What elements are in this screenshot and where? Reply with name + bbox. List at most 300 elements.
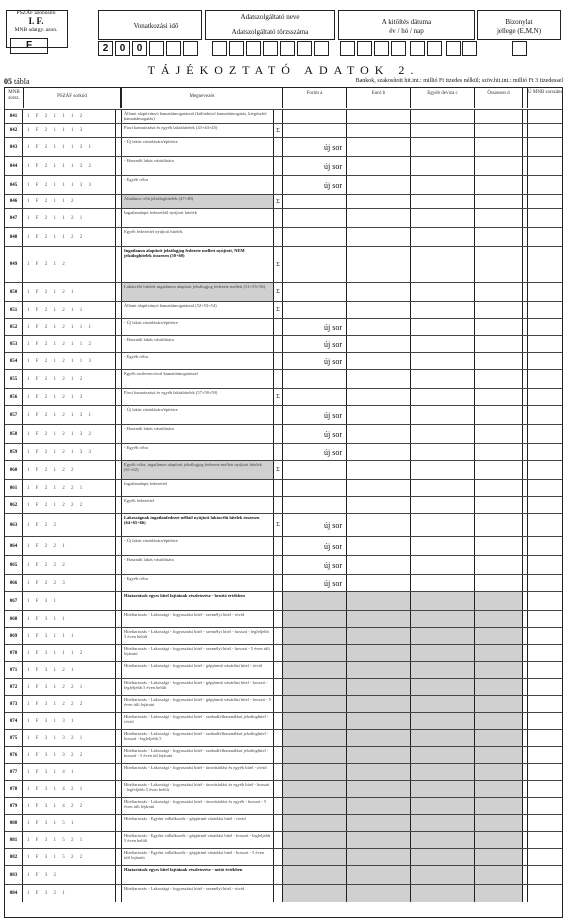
cell-other-currency[interactable] bbox=[411, 662, 475, 678]
cell-other-currency[interactable] bbox=[411, 157, 475, 175]
cell-total[interactable] bbox=[475, 138, 523, 156]
table-row bbox=[5, 797, 562, 814]
cell-new-mnb-nr bbox=[527, 696, 562, 712]
cell-euro[interactable] bbox=[347, 832, 411, 848]
cell-other-currency[interactable] bbox=[411, 425, 475, 443]
cell-euro[interactable] bbox=[347, 611, 411, 627]
cell-other-currency[interactable] bbox=[411, 885, 475, 902]
row-number: 059 bbox=[5, 444, 23, 460]
row-number: 064 bbox=[5, 537, 23, 555]
row-code: 1 F 2 1 2 2 2 bbox=[24, 497, 116, 513]
row-code: 1 F 2 2 1 bbox=[24, 537, 116, 555]
cell-other-currency[interactable] bbox=[411, 556, 475, 574]
row-name: Egyéb fedezettel bbox=[121, 497, 274, 513]
table-row bbox=[5, 848, 562, 865]
cell-forint[interactable] bbox=[283, 798, 347, 814]
cell-euro[interactable] bbox=[347, 319, 411, 335]
cell-euro[interactable] bbox=[347, 176, 411, 194]
sum-sign bbox=[274, 885, 283, 902]
cell-forint[interactable] bbox=[283, 815, 347, 831]
row-code: 1 F 2 1 2 1 3 3 bbox=[24, 444, 116, 460]
cell-total[interactable] bbox=[475, 444, 523, 460]
provider-id-digit-5[interactable] bbox=[280, 41, 295, 56]
row-code: 1 F 3 1 5 1 bbox=[24, 815, 116, 831]
cell-other-currency[interactable] bbox=[411, 537, 475, 555]
row-name: Hiteltartozás - Egyéni vállalkozók - gépjármű vásárlási hitel - hosszú - legfeljebb 5 éven belüli bbox=[121, 832, 274, 848]
month-digit-1[interactable] bbox=[166, 41, 181, 56]
cell-total[interactable] bbox=[475, 537, 523, 555]
cell-forint[interactable] bbox=[283, 696, 347, 712]
cell-forint[interactable] bbox=[283, 611, 347, 627]
cell-total[interactable] bbox=[475, 425, 523, 443]
cell-other-currency[interactable] bbox=[411, 302, 475, 318]
cell-forint[interactable] bbox=[283, 389, 347, 405]
col-header-forint: Forint a bbox=[283, 88, 347, 108]
cell-total[interactable] bbox=[475, 302, 523, 318]
cell-euro[interactable] bbox=[347, 514, 411, 536]
cell-forint[interactable]: új sor bbox=[283, 425, 347, 443]
cell-forint[interactable]: új sor bbox=[283, 138, 347, 156]
row-name: - Használt lakás vásárlására bbox=[121, 336, 274, 352]
cell-other-currency[interactable] bbox=[411, 764, 475, 780]
row-number: 057 bbox=[5, 406, 23, 424]
cell-other-currency[interactable] bbox=[411, 747, 475, 763]
row-code: 1 F 3 1 1 bbox=[24, 611, 116, 627]
cell-other-currency[interactable] bbox=[411, 209, 475, 227]
cell-other-currency[interactable] bbox=[411, 444, 475, 460]
cell-forint[interactable]: új sor bbox=[283, 514, 347, 536]
cell-other-currency[interactable] bbox=[411, 832, 475, 848]
row-number: 073 bbox=[5, 696, 23, 712]
cell-total[interactable] bbox=[475, 497, 523, 513]
cell-total[interactable] bbox=[475, 176, 523, 194]
cell-forint[interactable] bbox=[283, 832, 347, 848]
row-number: 082 bbox=[5, 849, 23, 865]
cell-euro[interactable] bbox=[347, 849, 411, 865]
fill-date-digit-8[interactable] bbox=[462, 41, 477, 56]
row-code: 1 F 3 1 3 2 2 bbox=[24, 747, 116, 763]
table-row bbox=[5, 318, 562, 335]
cell-total[interactable] bbox=[475, 832, 523, 848]
cell-forint[interactable] bbox=[283, 461, 347, 479]
cell-other-currency[interactable] bbox=[411, 866, 475, 884]
cell-other-currency[interactable] bbox=[411, 176, 475, 194]
cell-new-mnb-nr bbox=[527, 124, 562, 137]
cell-other-currency[interactable] bbox=[411, 592, 475, 610]
cell-total[interactable] bbox=[475, 592, 523, 610]
pszaf-code-label: I. F. bbox=[28, 16, 44, 26]
year-digit-1[interactable]: 2 bbox=[98, 41, 113, 56]
cell-total[interactable] bbox=[475, 157, 523, 175]
cell-forint[interactable]: új sor bbox=[283, 556, 347, 574]
cell-total[interactable] bbox=[475, 370, 523, 388]
cell-total[interactable] bbox=[475, 662, 523, 678]
row-code: 1 F 3 1 1 1 bbox=[24, 628, 116, 644]
row-number: 060 bbox=[5, 461, 23, 479]
row-number: 067 bbox=[5, 592, 23, 610]
table-row bbox=[5, 123, 562, 137]
row-number: 052 bbox=[5, 319, 23, 335]
row-number: 043 bbox=[5, 138, 23, 156]
cell-euro[interactable] bbox=[347, 592, 411, 610]
cell-other-currency[interactable] bbox=[411, 645, 475, 661]
cell-total[interactable] bbox=[475, 336, 523, 352]
units-note: Bankok, szakosított hit.int.: millió Ft tizedes nélkül; szöv.hit.int.: millió Ft 3 tizedessel bbox=[355, 78, 563, 84]
cell-total[interactable] bbox=[475, 283, 523, 301]
cell-total[interactable] bbox=[475, 764, 523, 780]
sum-sign: Σ bbox=[274, 514, 283, 536]
row-name: Hiteltartozás - Lakossági - fogyasztási hitel - áruvásárlási és egyéb hitel - rövid bbox=[121, 764, 274, 780]
row-name: Hiteltartozás - Lakossági - fogyasztási hitel - gépjármű vásárlási hitel - rövid bbox=[121, 662, 274, 678]
table-row bbox=[5, 194, 562, 208]
cell-forint[interactable] bbox=[283, 679, 347, 695]
cell-other-currency[interactable] bbox=[411, 124, 475, 137]
sum-sign bbox=[274, 176, 283, 194]
row-code: 1 F 3 1 1 1 2 bbox=[24, 645, 116, 661]
row-name: Ingatlanalapú fedezettel bbox=[121, 480, 274, 496]
row-code: 1 F 3 1 5 2 1 bbox=[24, 832, 116, 848]
cell-euro[interactable] bbox=[347, 228, 411, 246]
cell-forint[interactable] bbox=[283, 730, 347, 746]
row-name: - Új lakás vásárlására/építésre bbox=[121, 319, 274, 335]
cell-euro[interactable] bbox=[347, 283, 411, 301]
cell-total[interactable] bbox=[475, 798, 523, 814]
cell-forint[interactable]: új sor bbox=[283, 319, 347, 335]
cell-other-currency[interactable] bbox=[411, 611, 475, 627]
row-code: 1 F 2 1 2 2 bbox=[24, 461, 116, 479]
cell-forint[interactable] bbox=[283, 781, 347, 797]
row-name: Hiteltartozás - Lakossági - fogyasztási hitel - szabadfelhasználású jelzáloghitel - rövid bbox=[121, 713, 274, 729]
row-name: Hiteltartozás - Lakossági - fogyasztási hitel - személyi hitel - hosszú - 5 éven túli lejáratú bbox=[121, 645, 274, 661]
row-name: - Használt lakás vásárlására bbox=[121, 425, 274, 443]
cell-forint[interactable] bbox=[283, 228, 347, 246]
table-header bbox=[5, 88, 562, 108]
cell-total[interactable] bbox=[475, 781, 523, 797]
cell-euro[interactable] bbox=[347, 480, 411, 496]
table-row bbox=[5, 814, 562, 831]
year-digit-4[interactable] bbox=[149, 41, 164, 56]
cell-forint[interactable] bbox=[283, 302, 347, 318]
row-number: 046 bbox=[5, 195, 23, 208]
sum-sign bbox=[274, 645, 283, 661]
cell-other-currency[interactable] bbox=[411, 370, 475, 388]
cell-forint[interactable] bbox=[283, 247, 347, 282]
row-name: - Használt lakás vásárlására bbox=[121, 157, 274, 175]
cell-forint[interactable]: új sor bbox=[283, 406, 347, 424]
col-header-name: Megnevezés bbox=[121, 88, 283, 108]
cell-new-mnb-nr bbox=[527, 730, 562, 746]
row-name: Hiteltartozás - Lakossági - fogyasztási hitel - személyi hitel - rövid bbox=[121, 885, 274, 902]
cell-euro[interactable] bbox=[347, 444, 411, 460]
cell-forint[interactable] bbox=[283, 713, 347, 729]
cell-other-currency[interactable] bbox=[411, 195, 475, 208]
row-number: 083 bbox=[5, 866, 23, 884]
cell-new-mnb-nr bbox=[527, 283, 562, 301]
cell-total[interactable] bbox=[475, 611, 523, 627]
table-row bbox=[5, 763, 562, 780]
cell-total[interactable] bbox=[475, 514, 523, 536]
cell-forint[interactable]: új sor bbox=[283, 353, 347, 369]
provider-id-digit-6[interactable] bbox=[297, 41, 312, 56]
cell-euro[interactable] bbox=[347, 781, 411, 797]
cell-new-mnb-nr bbox=[527, 302, 562, 318]
cell-other-currency[interactable] bbox=[411, 138, 475, 156]
cell-euro[interactable] bbox=[347, 747, 411, 763]
cell-total[interactable] bbox=[475, 866, 523, 884]
year-digit-3[interactable]: 0 bbox=[132, 41, 147, 56]
cell-euro[interactable] bbox=[347, 336, 411, 352]
cell-total[interactable] bbox=[475, 406, 523, 424]
cell-euro[interactable] bbox=[347, 866, 411, 884]
provider-id-digit-2[interactable] bbox=[229, 41, 244, 56]
cell-euro[interactable] bbox=[347, 406, 411, 424]
cell-euro[interactable] bbox=[347, 302, 411, 318]
cell-forint[interactable]: új sor bbox=[283, 336, 347, 352]
pszaf-frame bbox=[6, 10, 68, 48]
cell-euro[interactable] bbox=[347, 628, 411, 644]
cell-total[interactable] bbox=[475, 353, 523, 369]
cell-total[interactable] bbox=[475, 319, 523, 335]
table-row bbox=[5, 282, 562, 301]
cell-total[interactable] bbox=[475, 209, 523, 227]
cell-forint[interactable] bbox=[283, 592, 347, 610]
cell-total[interactable] bbox=[475, 645, 523, 661]
row-code: 1 F 2 1 2 1 bbox=[24, 283, 116, 301]
row-name: - Új lakás vásárlására/építésre bbox=[121, 537, 274, 555]
provider-id-digit-7[interactable] bbox=[314, 41, 329, 56]
cell-total[interactable] bbox=[475, 885, 523, 902]
cell-total[interactable] bbox=[475, 849, 523, 865]
cell-other-currency[interactable] bbox=[411, 849, 475, 865]
cell-other-currency[interactable] bbox=[411, 247, 475, 282]
cell-total[interactable] bbox=[475, 713, 523, 729]
fill-date-digit-2[interactable] bbox=[357, 41, 372, 56]
cell-euro[interactable] bbox=[347, 389, 411, 405]
provider-id-digit-3[interactable] bbox=[246, 41, 261, 56]
cell-forint[interactable]: új sor bbox=[283, 157, 347, 175]
cell-forint[interactable] bbox=[283, 370, 347, 388]
cell-forint[interactable] bbox=[283, 662, 347, 678]
row-name: Hiteltartozás - Lakossági - fogyasztási hitel - személyi hitel - hosszú - legfeljebb 5 éven belüli bbox=[121, 628, 274, 644]
cell-total[interactable] bbox=[475, 389, 523, 405]
cell-other-currency[interactable] bbox=[411, 406, 475, 424]
row-number: 079 bbox=[5, 798, 23, 814]
cell-other-currency[interactable] bbox=[411, 815, 475, 831]
sum-sign bbox=[274, 592, 283, 610]
cell-other-currency[interactable] bbox=[411, 480, 475, 496]
cell-euro[interactable] bbox=[347, 815, 411, 831]
cell-forint[interactable] bbox=[283, 885, 347, 902]
cell-euro[interactable] bbox=[347, 662, 411, 678]
cell-euro[interactable] bbox=[347, 497, 411, 513]
fill-date-label: A kitöltés dátuma bbox=[381, 18, 432, 26]
table-row bbox=[5, 175, 562, 194]
row-number: 084 bbox=[5, 885, 23, 902]
pszaf-code-field[interactable]: F bbox=[10, 38, 48, 54]
cell-total[interactable] bbox=[475, 815, 523, 831]
cell-forint[interactable] bbox=[283, 747, 347, 763]
cell-total[interactable] bbox=[475, 679, 523, 695]
cell-other-currency[interactable] bbox=[411, 228, 475, 246]
cell-other-currency[interactable] bbox=[411, 389, 475, 405]
col-header-pszaf-code: PSZÁF sorkód bbox=[24, 88, 121, 108]
cell-total[interactable] bbox=[475, 247, 523, 282]
cell-new-mnb-nr bbox=[527, 781, 562, 797]
cell-euro[interactable] bbox=[347, 885, 411, 902]
row-code: 1 F 3 1 4 2 1 bbox=[24, 781, 116, 797]
cell-forint[interactable] bbox=[283, 480, 347, 496]
row-code: 1 F 2 1 1 1 3 bbox=[24, 124, 116, 137]
row-name: Hiteltartozás - Lakossági - fogyasztási hitel - szabadfelhasználású jelzáloghitel - hosszú - 5 éven túl lejáratú bbox=[121, 747, 274, 763]
cell-other-currency[interactable] bbox=[411, 514, 475, 536]
cell-euro[interactable] bbox=[347, 645, 411, 661]
cell-total[interactable] bbox=[475, 747, 523, 763]
cell-forint[interactable]: új sor bbox=[283, 176, 347, 194]
cell-euro[interactable] bbox=[347, 425, 411, 443]
cell-other-currency[interactable] bbox=[411, 461, 475, 479]
cell-other-currency[interactable] bbox=[411, 497, 475, 513]
cell-total[interactable] bbox=[475, 628, 523, 644]
row-number: 047 bbox=[5, 209, 23, 227]
cell-forint[interactable] bbox=[283, 497, 347, 513]
cell-new-mnb-nr bbox=[527, 556, 562, 574]
table-row bbox=[5, 443, 562, 460]
provider-id-digit-4[interactable] bbox=[263, 41, 278, 56]
row-number: 061 bbox=[5, 480, 23, 496]
cell-euro[interactable] bbox=[347, 370, 411, 388]
cell-forint[interactable] bbox=[283, 283, 347, 301]
cell-other-currency[interactable] bbox=[411, 628, 475, 644]
cell-euro[interactable] bbox=[347, 209, 411, 227]
row-code: 1 F 2 1 1 1 3 2 bbox=[24, 157, 116, 175]
row-code: 1 F 2 2 2 bbox=[24, 556, 116, 574]
fill-date-digit-7[interactable] bbox=[446, 41, 461, 56]
mnb-label: MNB adatgy. azon. bbox=[14, 27, 58, 33]
page-title: TÁJÉKOZTATÓ ADATOK 2. bbox=[147, 63, 420, 77]
cell-forint[interactable] bbox=[283, 209, 347, 227]
provider-name-label: Adatszolgáltató neve bbox=[240, 13, 300, 21]
cell-euro[interactable] bbox=[347, 353, 411, 369]
cell-euro[interactable] bbox=[347, 713, 411, 729]
table-row bbox=[5, 369, 562, 388]
fill-date-digit-3[interactable] bbox=[374, 41, 389, 56]
cell-euro[interactable] bbox=[347, 764, 411, 780]
row-name: - Új lakás vásárlására/építésre bbox=[121, 406, 274, 424]
cell-euro[interactable] bbox=[347, 195, 411, 208]
cell-forint[interactable] bbox=[283, 110, 347, 123]
cell-other-currency[interactable] bbox=[411, 696, 475, 712]
cell-forint[interactable] bbox=[283, 866, 347, 884]
cell-euro[interactable] bbox=[347, 537, 411, 555]
cell-forint[interactable]: új sor bbox=[283, 575, 347, 591]
row-code: 1 F 2 2 bbox=[24, 514, 116, 536]
cell-euro[interactable] bbox=[347, 696, 411, 712]
cell-other-currency[interactable] bbox=[411, 679, 475, 695]
row-name: Piaci kamatozású és egyéb lakáshitelek (57+58+59) bbox=[121, 389, 274, 405]
cell-euro[interactable] bbox=[347, 575, 411, 591]
table-row bbox=[5, 227, 562, 246]
cell-euro[interactable] bbox=[347, 124, 411, 137]
fill-date-digit-6[interactable] bbox=[427, 41, 442, 56]
cell-new-mnb-nr bbox=[527, 645, 562, 661]
fill-date-digit-1[interactable] bbox=[340, 41, 355, 56]
cell-total[interactable] bbox=[475, 195, 523, 208]
cell-total[interactable] bbox=[475, 110, 523, 123]
cell-total[interactable] bbox=[475, 556, 523, 574]
cell-total[interactable] bbox=[475, 228, 523, 246]
row-number: 069 bbox=[5, 628, 23, 644]
cell-forint[interactable] bbox=[283, 124, 347, 137]
cell-other-currency[interactable] bbox=[411, 319, 475, 335]
document-type-options: jellege (E,M,N) bbox=[496, 27, 542, 35]
cell-other-currency[interactable] bbox=[411, 781, 475, 797]
cell-new-mnb-nr bbox=[527, 679, 562, 695]
cell-forint[interactable] bbox=[283, 628, 347, 644]
row-number: 044 bbox=[5, 157, 23, 175]
cell-forint[interactable] bbox=[283, 849, 347, 865]
cell-forint[interactable]: új sor bbox=[283, 537, 347, 555]
cell-total[interactable] bbox=[475, 480, 523, 496]
row-code: 1 F 2 1 2 1 3 1 bbox=[24, 406, 116, 424]
month-digit-2[interactable] bbox=[183, 41, 198, 56]
cell-euro[interactable] bbox=[347, 461, 411, 479]
year-digit-2[interactable]: 0 bbox=[115, 41, 130, 56]
cell-forint[interactable] bbox=[283, 195, 347, 208]
fill-date-digit-4[interactable] bbox=[391, 41, 406, 56]
cell-new-mnb-nr bbox=[527, 138, 562, 156]
cell-total[interactable] bbox=[475, 124, 523, 137]
cell-euro[interactable] bbox=[347, 157, 411, 175]
cell-other-currency[interactable] bbox=[411, 713, 475, 729]
cell-total[interactable] bbox=[475, 696, 523, 712]
table-row bbox=[5, 780, 562, 797]
cell-euro[interactable] bbox=[347, 138, 411, 156]
cell-other-currency[interactable] bbox=[411, 730, 475, 746]
row-name: Állami alapítványú kamattámogatással (különböző kamattámogatás, kiegészítő kamattámogatás) bbox=[121, 110, 274, 123]
document-type-field[interactable] bbox=[512, 41, 527, 56]
cell-forint[interactable] bbox=[283, 764, 347, 780]
cell-total[interactable] bbox=[475, 730, 523, 746]
fill-date-digit-5[interactable] bbox=[410, 41, 425, 56]
cell-forint[interactable] bbox=[283, 645, 347, 661]
cell-other-currency[interactable] bbox=[411, 283, 475, 301]
row-name: Hiteltartozás - Egyéni vállalkozók - gépjármű vásárlási hitel - hosszú - 5 éven túli lejáratú bbox=[121, 849, 274, 865]
row-name: Hiteltartozás - Egyéni vállalkozók - gépjármű vásárlási hitel - rövid bbox=[121, 815, 274, 831]
cell-euro[interactable] bbox=[347, 679, 411, 695]
cell-euro[interactable] bbox=[347, 730, 411, 746]
cell-euro[interactable] bbox=[347, 247, 411, 282]
row-code: 1 F 3 1 2 2 1 bbox=[24, 679, 116, 695]
sum-sign bbox=[274, 662, 283, 678]
cell-euro[interactable] bbox=[347, 110, 411, 123]
sum-sign bbox=[274, 406, 283, 424]
sum-sign bbox=[274, 209, 283, 227]
provider-id-digit-1[interactable] bbox=[212, 41, 227, 56]
cell-total[interactable] bbox=[475, 461, 523, 479]
cell-other-currency[interactable] bbox=[411, 110, 475, 123]
cell-total[interactable] bbox=[475, 575, 523, 591]
table-word: tábla bbox=[14, 77, 30, 86]
cell-other-currency[interactable] bbox=[411, 353, 475, 369]
cell-forint[interactable]: új sor bbox=[283, 444, 347, 460]
cell-other-currency[interactable] bbox=[411, 575, 475, 591]
cell-other-currency[interactable] bbox=[411, 336, 475, 352]
cell-euro[interactable] bbox=[347, 556, 411, 574]
cell-euro[interactable] bbox=[347, 798, 411, 814]
cell-other-currency[interactable] bbox=[411, 798, 475, 814]
row-number: 066 bbox=[5, 575, 23, 591]
row-name: - Új lakás vásárlására/építésre bbox=[121, 138, 274, 156]
